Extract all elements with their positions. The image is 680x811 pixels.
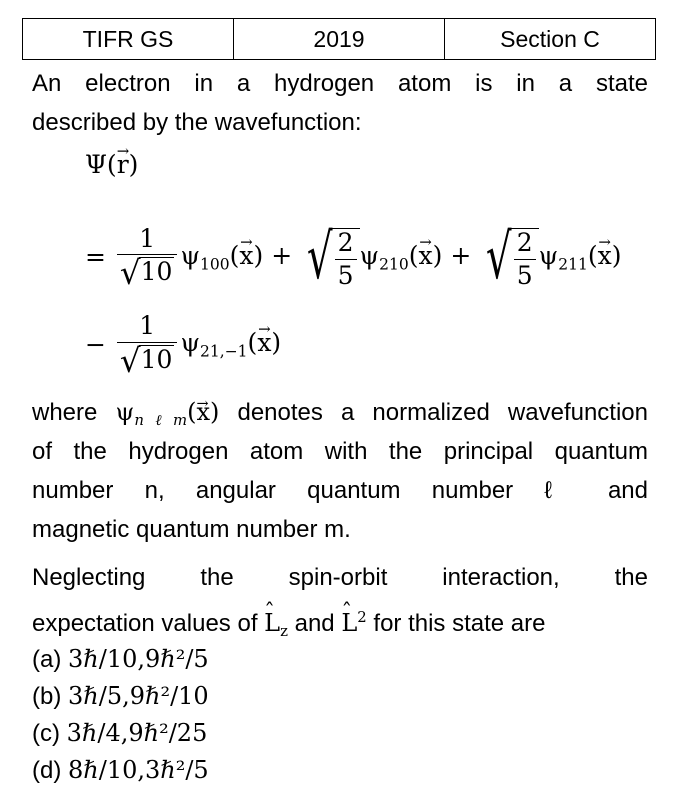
coefficient-2: √ $\frac{2}{5}$ xyxy=(300,222,359,292)
header-exam: TIFR GS xyxy=(23,19,234,59)
header-year: 2019 xyxy=(234,19,445,59)
coefficient-3: √ $\frac{2}{5}$ xyxy=(479,222,538,292)
option-a[interactable]: (a) 3ℏ/10,9ℏ²/5 xyxy=(32,645,209,673)
header-table xyxy=(22,18,656,60)
question-line-1: Neglecting the spin-orbit interaction, the xyxy=(32,564,648,591)
option-d[interactable]: (d) 8ℏ/10,3ℏ²/5 xyxy=(32,756,209,784)
definition-line-3: number n, angular quantum number ℓ and xyxy=(32,477,648,504)
coefficient-4: 1 √ 10 xyxy=(117,312,178,377)
intro-line-2: described by the wavefunction: xyxy=(32,109,362,136)
header-section: Section C xyxy=(500,25,600,52)
equation-line-1: = 1 √ 10 $\psi_{100}(\to x)$ + √ $\frac{2}{5}$ $\psi_{210}(\to x)$ + √ $\frac{2}{5}$ $\psi_{211}(\to x)$ xyxy=(85,222,622,292)
definition-line-2: of the hydrogen atom with the principal quantum xyxy=(32,438,648,465)
equation-lhs: Ψ(→ r) xyxy=(85,150,138,179)
definition-line-1: where $\psi_{n\ell m}(\to x)$ denotes a normalized wavefunction xyxy=(32,393,648,440)
question-line-2: expectation values of ˆ $L_z$ and ˆ $L^2$ for this state are xyxy=(32,598,648,651)
equation-line-2: − 1 √ 10 $\psi_{21,-1}(\to x)$ xyxy=(85,312,281,377)
option-b[interactable]: (b) 3ℏ/5,9ℏ²/10 xyxy=(32,682,209,710)
intro-line-1: An electron in a hydrogen atom is in a state xyxy=(32,70,648,97)
definition-line-4: magnetic quantum number m. xyxy=(32,516,351,543)
coefficient-1: 1 √ 10 xyxy=(117,225,178,290)
option-c[interactable]: (c) 3ℏ/4,9ℏ²/25 xyxy=(32,719,208,747)
